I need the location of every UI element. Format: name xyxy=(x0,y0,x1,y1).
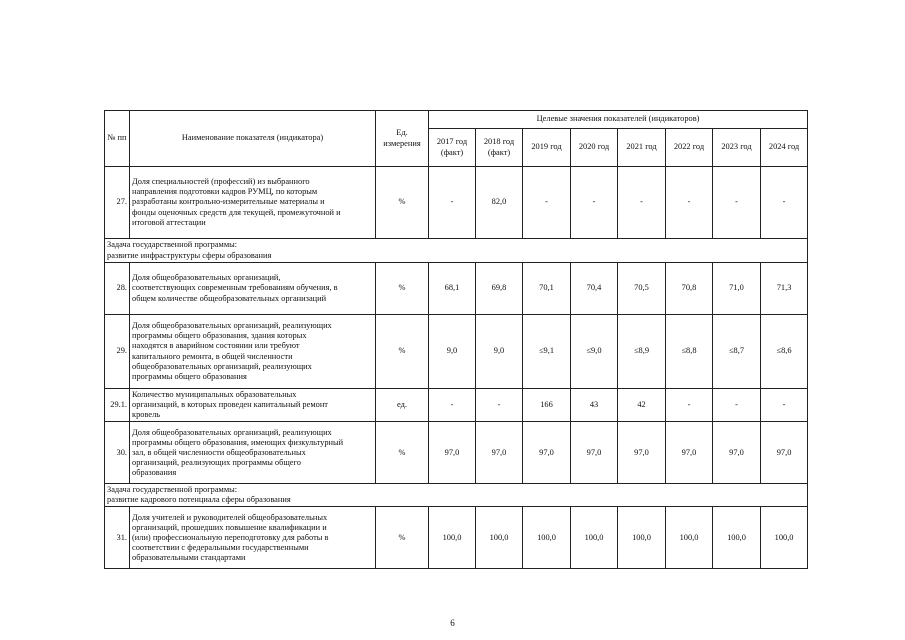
indicators-table xyxy=(104,110,808,569)
header-year-line: 2020 год xyxy=(578,142,610,152)
value-cell: 100,0 xyxy=(761,507,808,569)
header-year xyxy=(523,129,571,167)
value-cell: - xyxy=(429,167,476,239)
row-number: 28. xyxy=(105,263,130,315)
value-cell: 42 xyxy=(618,389,666,422)
value-cell: - xyxy=(429,389,476,422)
unit-cell: % xyxy=(376,507,429,569)
indicator-name-line: образования xyxy=(132,467,177,477)
value-cell: 100,0 xyxy=(523,507,571,569)
value-cell: ≤8,6 xyxy=(761,315,808,389)
header-unit xyxy=(376,111,429,167)
indicator-name xyxy=(130,422,376,484)
row-number: 31. xyxy=(105,507,130,569)
unit-cell: % xyxy=(376,422,429,484)
header-unit-line: Ед. xyxy=(396,128,408,138)
unit-cell: % xyxy=(376,315,429,389)
indicator-name-line: Доля общеобразовательных организаций, реализующих xyxy=(132,427,332,437)
value-cell: 166 xyxy=(523,389,571,422)
row-number: 30. xyxy=(105,422,130,484)
indicator-name-line: фонды оценочных средств для текущей, промежуточной и xyxy=(132,207,341,217)
header-year-line: (факт) xyxy=(487,147,511,157)
value-cell: 100,0 xyxy=(666,507,713,569)
indicator-name-line: разработаны контрольно-измерительные материалы и xyxy=(132,197,325,207)
indicator-name-line: направления подготовки кадров РУМЦ, по которым xyxy=(132,187,318,197)
indicator-name-line: Доля общеобразовательных организаций, xyxy=(132,273,281,283)
indicator-name-line: организаций, в которых проведен капитальный ремонт xyxy=(132,400,328,410)
value-cell: 71,0 xyxy=(713,263,761,315)
header-num: № пп xyxy=(105,111,130,167)
indicator-name-line: образовательными стандартами xyxy=(132,553,246,562)
indicator-name xyxy=(130,263,376,315)
task-row xyxy=(105,484,808,507)
indicator-name-line: программы общего образования, здания которых xyxy=(132,331,307,341)
indicator-name-line: капитального ремонта, в общей численности xyxy=(132,351,293,361)
header-name: Наименование показателя (индикатора) xyxy=(130,111,376,167)
value-cell: ≤8,9 xyxy=(618,315,666,389)
value-cell: - xyxy=(666,167,713,239)
value-cell: 82,0 xyxy=(476,167,523,239)
value-cell: 100,0 xyxy=(618,507,666,569)
value-cell: - xyxy=(713,389,761,422)
value-cell: 97,0 xyxy=(523,422,571,484)
value-cell: 9,0 xyxy=(476,315,523,389)
task-line: Задача государственной программы: xyxy=(107,240,238,250)
page-number: 6 xyxy=(450,618,455,628)
value-cell: 97,0 xyxy=(618,422,666,484)
header-year xyxy=(713,129,761,167)
task-row xyxy=(105,239,808,263)
value-cell: ≤9,0 xyxy=(571,315,618,389)
indicator-name-line: организаций, реализующих программы общего xyxy=(132,457,301,467)
table-row xyxy=(105,422,808,484)
header-year xyxy=(618,129,666,167)
value-cell: ≤8,7 xyxy=(713,315,761,389)
value-cell: 9,0 xyxy=(429,315,476,389)
indicator-name-line: итоговой аттестации xyxy=(132,217,206,227)
header-year-line: 2019 год xyxy=(531,142,562,152)
indicator-name-line: зал, в общей численности общеобразовательных xyxy=(132,447,306,457)
task-line: Задача государственной программы: xyxy=(107,485,238,495)
header-year xyxy=(761,129,808,167)
header-year-line: 2021 год xyxy=(626,142,657,152)
header-year-line: (факт) xyxy=(440,147,464,157)
header-year-line: 2023 год xyxy=(721,142,752,152)
value-cell: 97,0 xyxy=(476,422,523,484)
value-cell: 97,0 xyxy=(713,422,761,484)
value-cell: 71,3 xyxy=(761,263,808,315)
table-header xyxy=(105,111,808,167)
header-year xyxy=(666,129,713,167)
value-cell: 100,0 xyxy=(713,507,761,569)
indicator-name-line: Количество муниципальных образовательных xyxy=(132,390,297,399)
indicator-name xyxy=(130,315,376,389)
header-unit-line: измерения xyxy=(383,138,421,148)
value-cell: 70,5 xyxy=(618,263,666,315)
header-year xyxy=(429,129,476,167)
row-number: 27. xyxy=(105,167,130,239)
value-cell: 70,4 xyxy=(571,263,618,315)
task-line: развитие кадрового потенциала сферы образования xyxy=(107,495,291,505)
indicator-name-line: программы общего образования, имеющих физкультурный xyxy=(132,437,344,447)
value-cell: 97,0 xyxy=(429,422,476,484)
unit-cell: ед. xyxy=(376,389,429,422)
indicator-name-line: Доля общеобразовательных организаций, реализующих xyxy=(132,321,332,331)
header-targets: Целевые значения показателей (индикаторов) xyxy=(429,111,808,129)
value-cell: - xyxy=(618,167,666,239)
indicator-name xyxy=(130,389,376,422)
value-cell: 70,1 xyxy=(523,263,571,315)
value-cell: - xyxy=(523,167,571,239)
value-cell: - xyxy=(476,389,523,422)
indicator-name-line: общем количестве общеобразовательных организаций xyxy=(132,293,327,303)
value-cell: 100,0 xyxy=(571,507,618,569)
indicator-name-line: Доля учителей и руководителей общеобразовательных xyxy=(132,512,328,522)
header-year-line: 2024 год xyxy=(768,142,800,152)
indicator-name-line: соответствующих современным требованиям обучения, в xyxy=(132,283,338,293)
table-row xyxy=(105,167,808,239)
table-body xyxy=(105,167,808,569)
indicator-name-line: общеобразовательных организаций, реализующих xyxy=(132,361,312,371)
value-cell: 97,0 xyxy=(571,422,618,484)
value-cell: 70,8 xyxy=(666,263,713,315)
header-year-line: 2022 год xyxy=(673,142,705,152)
unit-cell: % xyxy=(376,263,429,315)
value-cell: - xyxy=(761,389,808,422)
value-cell: - xyxy=(761,167,808,239)
table-row xyxy=(105,389,808,422)
indicator-name-line: соответствии с федеральными государственными xyxy=(132,542,309,552)
header-year-line: 2018 год xyxy=(483,137,515,147)
value-cell: 69,8 xyxy=(476,263,523,315)
value-cell: - xyxy=(713,167,761,239)
value-cell: 97,0 xyxy=(666,422,713,484)
header-year-line: 2017 год xyxy=(436,137,468,147)
value-cell: - xyxy=(571,167,618,239)
indicator-name-line: программы общего образования xyxy=(132,371,247,381)
indicator-name-line: Доля специальностей (профессий) из выбранного xyxy=(132,177,310,187)
indicator-name xyxy=(130,167,376,239)
indicator-name xyxy=(130,507,376,569)
indicator-name-line: (или) профессиональную переподготовку для работы в xyxy=(132,532,329,542)
unit-cell: % xyxy=(376,167,429,239)
value-cell: 97,0 xyxy=(761,422,808,484)
header-year xyxy=(571,129,618,167)
value-cell: 100,0 xyxy=(429,507,476,569)
indicator-name-line: кровель xyxy=(132,410,161,420)
row-number: 29. xyxy=(105,315,130,389)
indicator-name-line: находятся в аварийном состоянии или требуют xyxy=(132,341,300,351)
value-cell: ≤8,8 xyxy=(666,315,713,389)
table-row xyxy=(105,263,808,315)
indicator-name-line: организаций, прошедших повышение квалификации и xyxy=(132,522,327,532)
table-row xyxy=(105,315,808,389)
header-year xyxy=(476,129,523,167)
table-row xyxy=(105,507,808,569)
value-cell: ≤9,1 xyxy=(523,315,571,389)
value-cell: 43 xyxy=(571,389,618,422)
row-number: 29.1. xyxy=(105,389,130,422)
value-cell: - xyxy=(666,389,713,422)
task-cell xyxy=(105,239,808,263)
task-cell xyxy=(105,484,808,507)
task-line: развитие инфраструктуры сферы образования xyxy=(107,250,272,260)
value-cell: 68,1 xyxy=(429,263,476,315)
value-cell: 100,0 xyxy=(476,507,523,569)
